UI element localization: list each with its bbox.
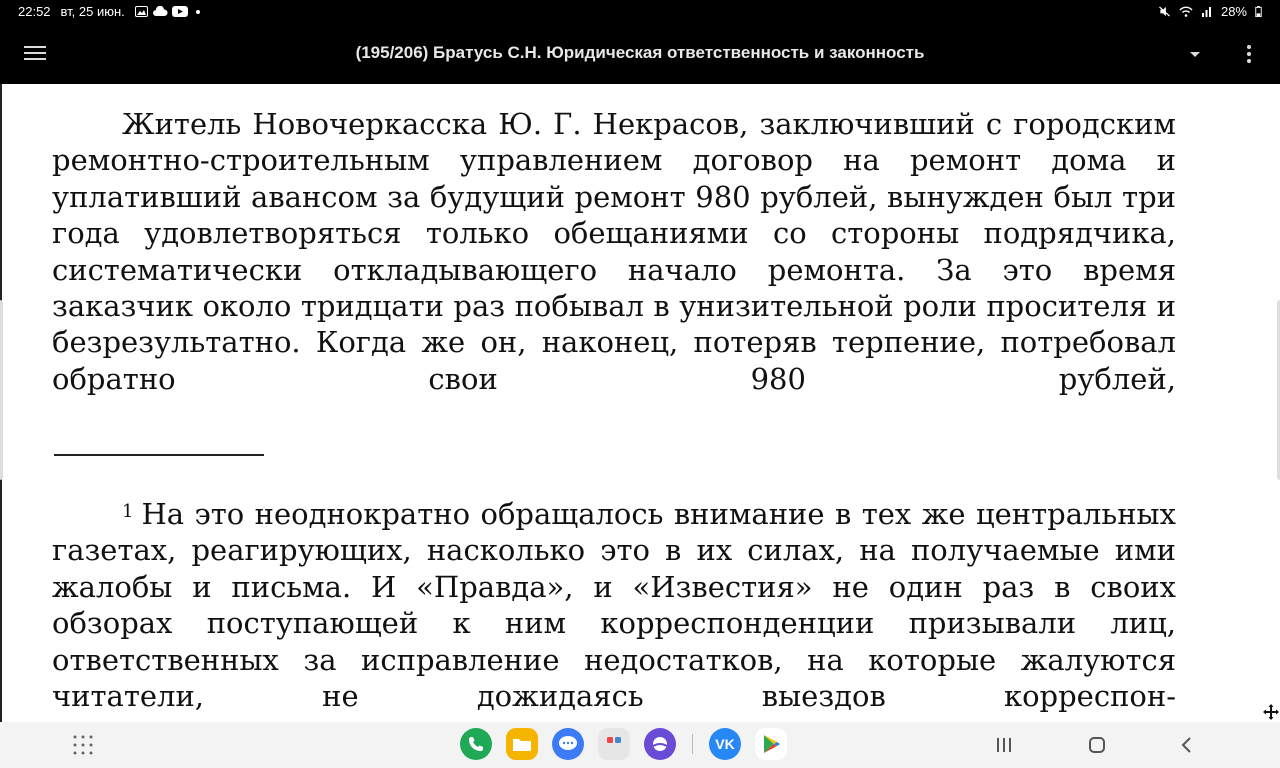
dot-icon	[196, 10, 200, 14]
navigation-bar	[0, 722, 1280, 768]
messages-app-icon[interactable]	[552, 728, 584, 760]
document-page[interactable]	[0, 84, 1280, 722]
internet-app-icon[interactable]	[644, 728, 676, 760]
left-edge-handle[interactable]	[0, 300, 3, 480]
status-bar-right	[1158, 4, 1262, 19]
signal-icon	[1201, 6, 1213, 17]
footnote-text: На это неоднократно обращалось внимание в тех же центральных газетах, реагирующих, насколько это в их силах, на получаемые ими жалобы и письма. И «Правда», и «Известия» не один раз в своих обзорах поступающей к ним корреспонденции призывали лиц, ответственных за исправление недостатков, на которые жалуются читатели, не дожидаясь выездов корреспон-	[52, 497, 1176, 714]
dock-separator	[692, 734, 693, 754]
footnote-separator	[54, 454, 264, 456]
mute-icon	[1158, 6, 1171, 17]
status-date: вт, 25 июн.	[60, 4, 125, 19]
more-vertical-icon[interactable]	[1238, 42, 1260, 66]
app-dock	[460, 728, 787, 760]
home-icon[interactable]	[1088, 736, 1106, 754]
files-app-icon[interactable]	[506, 728, 538, 760]
app-bar	[0, 24, 1280, 84]
move-icon[interactable]	[1263, 704, 1279, 720]
youtube-icon	[172, 6, 188, 17]
status-time: 22:52	[18, 4, 51, 19]
main-paragraph: Житель Новочеркасска Ю. Г. Некрасов, заключивший с городским ремонтно-строительным управлением договор на ремонт дома и уплативший авансом за будущий ремонт 980 рублей, вынужден был три года удовлетворяться только обещаниями со стороны подрядчика, систематически откладывающего начало ремонта. За это время заказчик около тридцати раз побывал в унизительной роли просителя и безрезультатно. Когда же он, наконец, потеряв терпение, потребовал обратно свои 980 рублей,	[52, 107, 1176, 396]
image-icon	[135, 6, 148, 17]
notification-icons	[135, 6, 200, 17]
app-folder-icon[interactable]	[598, 728, 630, 760]
battery-level: 28%	[1220, 4, 1247, 19]
app-drawer-icon[interactable]	[72, 734, 94, 756]
play-store-icon[interactable]	[755, 728, 787, 760]
back-icon[interactable]	[1180, 736, 1194, 754]
cloud-icon	[152, 6, 168, 17]
battery-icon	[1255, 6, 1262, 17]
vk-app-icon[interactable]: VK	[709, 728, 741, 760]
recents-icon[interactable]	[994, 736, 1014, 754]
footnote-paragraph	[52, 496, 1176, 714]
status-bar	[0, 0, 1280, 24]
phone-app-icon[interactable]	[460, 728, 492, 760]
wifi-icon	[1179, 6, 1193, 17]
document-title: (195/206) Братусь С.Н. Юридическая ответственность и законность	[355, 43, 925, 62]
status-bar-left	[18, 4, 200, 19]
caret-down-icon[interactable]	[1184, 44, 1206, 64]
footnote-marker: 1	[122, 501, 134, 522]
